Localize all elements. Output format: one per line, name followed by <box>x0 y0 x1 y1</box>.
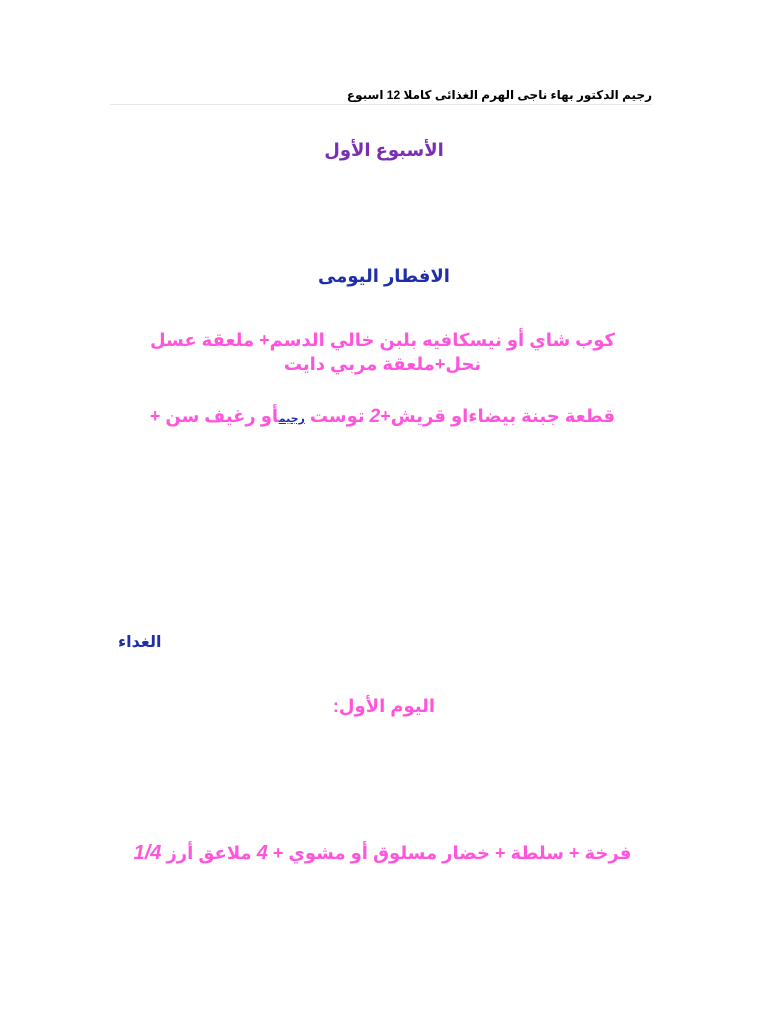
breakfast-line-2-part-1: قطعة جبنة بيضاءاو قريش+ <box>380 406 616 426</box>
breakfast-line-2 <box>130 404 635 431</box>
breakfast-line-2-part-2: توست <box>309 406 365 426</box>
lunch-day-one-line <box>130 842 635 865</box>
rice-spoons-count: 4 <box>256 842 268 864</box>
toast-count: 2 <box>369 406 381 427</box>
breakfast-line-2-part-3: أو رغيف سن + <box>149 406 279 426</box>
lunch-line-part-2: ملاعق أرز <box>166 843 252 863</box>
rice-fraction: 1/4 <box>133 842 162 864</box>
week-title: الأسبوع الأول <box>324 140 444 160</box>
day-one-title: اليوم الأول: <box>332 696 436 716</box>
lunch-line-part-1: فرخة + سلطة + خضار مسلوق أو مشوي + <box>272 843 632 863</box>
breakfast-line-1: كوب شاي أو نيسكافيه بلبن خالي الدسم+ ملعقة عسل نحل+ملعقة مربي دايت <box>149 330 616 374</box>
lunch-title: الغداء <box>118 634 162 651</box>
diet-link[interactable]: رجيم <box>278 413 305 425</box>
document-header: رجيم الدكتور بهاء ناجى الهرم الغذائى كاملا 12 اسبوع <box>346 88 652 102</box>
header-divider <box>110 104 652 105</box>
breakfast-title: الافطار اليومى <box>318 266 450 286</box>
